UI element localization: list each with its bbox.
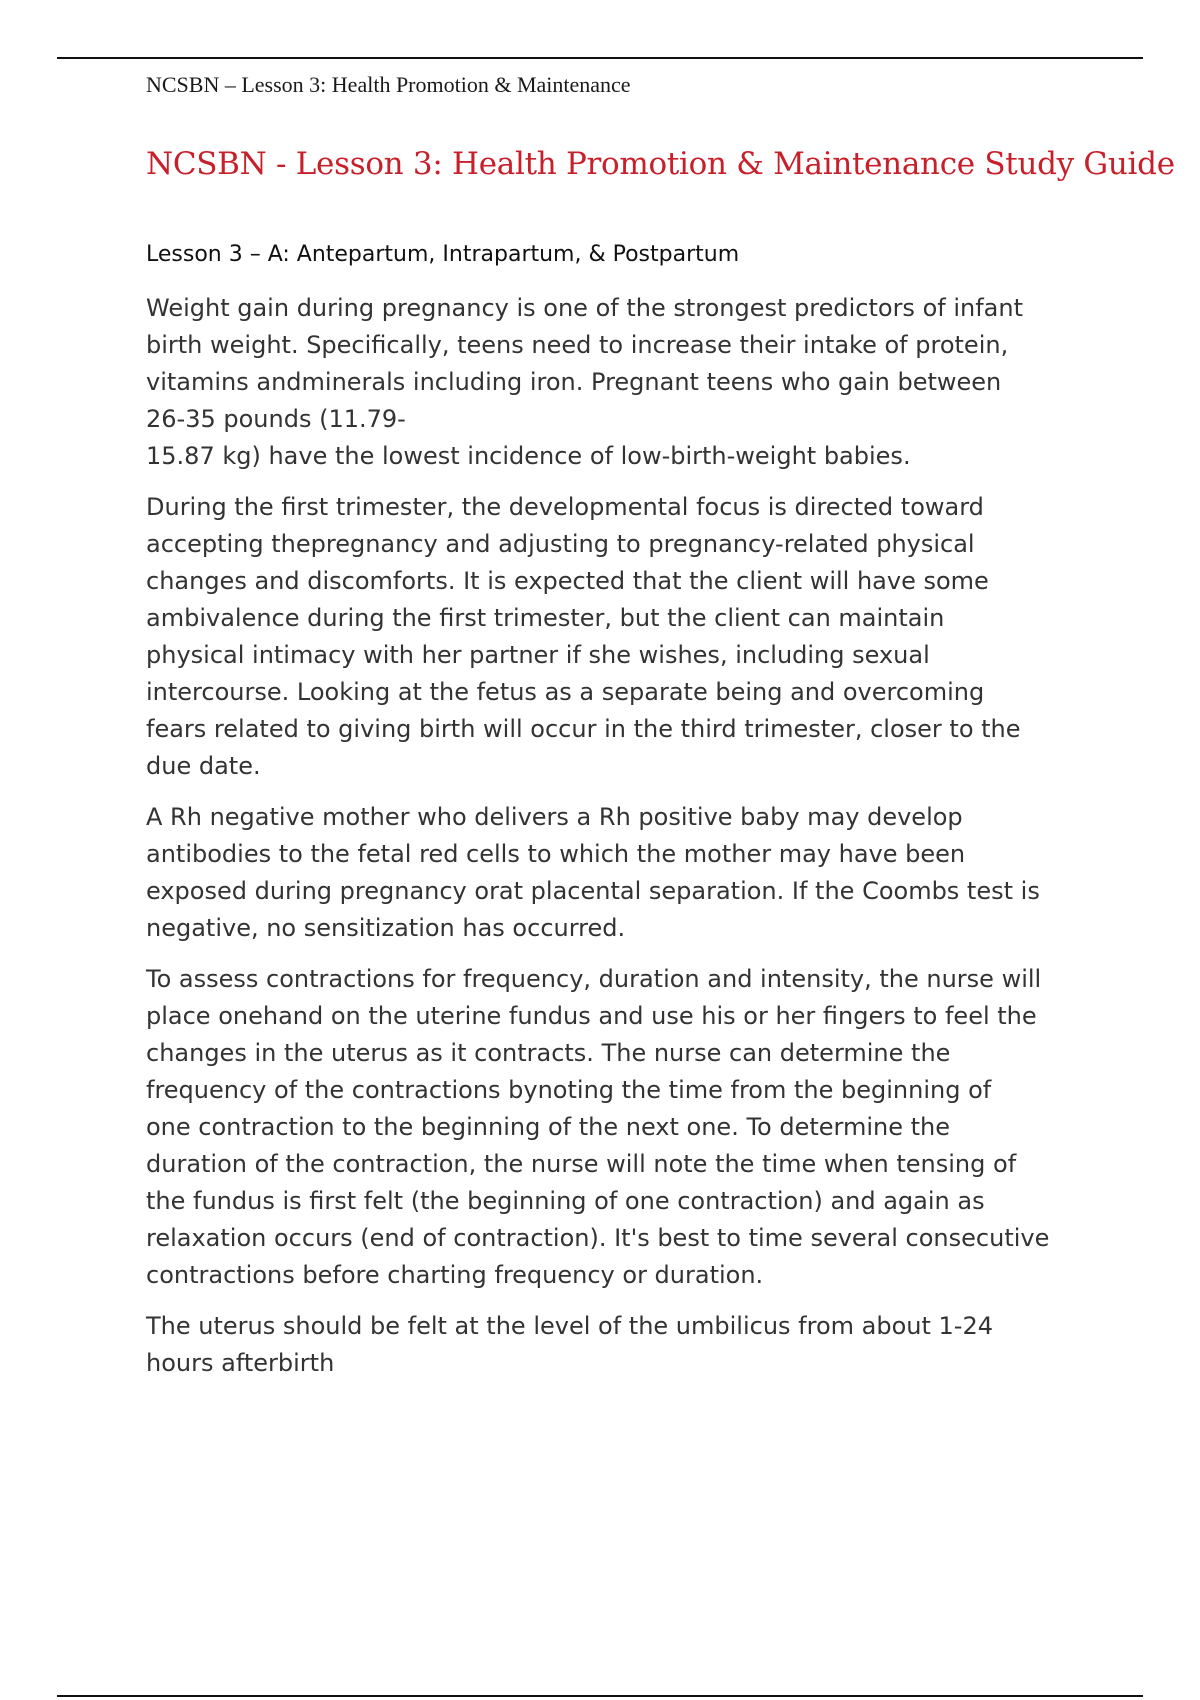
text-line: contractions before charting frequency or duration. — [146, 1261, 764, 1289]
paragraph-weight-gain — [146, 290, 1106, 475]
text-line: ambivalence during the first trimester, but the client can maintain — [146, 604, 945, 632]
running-header: NCSBN – Lesson 3: Health Promotion & Maintenance — [146, 72, 631, 97]
text-line: To assess contractions for frequency, duration and intensity, the nurse will — [146, 965, 1042, 993]
text-line: negative, no sensitization has occurred. — [146, 914, 626, 942]
text-line: changes in the uterus as it contracts. The nurse can determine the — [146, 1039, 951, 1067]
text-line: accepting thepregnancy and adjusting to pregnancy-related physical — [146, 530, 975, 558]
paragraph-first-trimester — [146, 489, 1106, 785]
body-content — [146, 290, 1106, 1396]
text-line: exposed during pregnancy orat placental separation. If the Coombs test is — [146, 877, 1040, 905]
text-line: hours afterbirth — [146, 1349, 335, 1377]
paragraph-uterus — [146, 1308, 1106, 1382]
text-line: fears related to giving birth will occur in the third trimester, closer to the — [146, 715, 1021, 743]
text-line: birth weight. Specifically, teens need to increase their intake of protein, — [146, 331, 1009, 359]
text-line: antibodies to the fetal red cells to which the mother may have been — [146, 840, 966, 868]
header-rule — [57, 57, 1143, 59]
text-line: relaxation occurs (end of contraction). It's best to time several consecutive — [146, 1224, 1050, 1252]
paragraph-rh-negative — [146, 799, 1106, 947]
footer-rule — [57, 1695, 1143, 1697]
text-line: changes and discomforts. It is expected that the client will have some — [146, 567, 989, 595]
text-line: duration of the contraction, the nurse will note the time when tensing of — [146, 1150, 1017, 1178]
text-line: due date. — [146, 752, 261, 780]
text-line: 26-35 pounds (11.79- — [146, 405, 406, 433]
text-line: A Rh negative mother who delivers a Rh positive baby may develop — [146, 803, 963, 831]
section-heading: Lesson 3 – A: Antepartum, Intrapartum, & Postpartum — [146, 242, 740, 267]
paragraph-contractions — [146, 961, 1106, 1294]
text-line: the fundus is first felt (the beginning of one contraction) and again as — [146, 1187, 985, 1215]
text-line: vitamins andminerals including iron. Pregnant teens who gain between — [146, 368, 1002, 396]
text-line: place onehand on the uterine fundus and use his or her fingers to feel the — [146, 1002, 1037, 1030]
text-line: physical intimacy with her partner if she wishes, including sexual — [146, 641, 930, 669]
text-line: intercourse. Looking at the fetus as a separate being and overcoming — [146, 678, 985, 706]
text-line: During the first trimester, the developmental focus is directed toward — [146, 493, 984, 521]
page-title: NCSBN - Lesson 3: Health Promotion & Maintenance Study Guide — [146, 146, 1175, 182]
text-line: frequency of the contractions bynoting the time from the beginning of — [146, 1076, 992, 1104]
text-line: 15.87 kg) have the lowest incidence of low-birth-weight babies. — [146, 442, 911, 470]
text-line: The uterus should be felt at the level of the umbilicus from about 1-24 — [146, 1312, 993, 1340]
text-line: one contraction to the beginning of the next one. To determine the — [146, 1113, 951, 1141]
text-line: Weight gain during pregnancy is one of the strongest predictors of infant — [146, 294, 1023, 322]
